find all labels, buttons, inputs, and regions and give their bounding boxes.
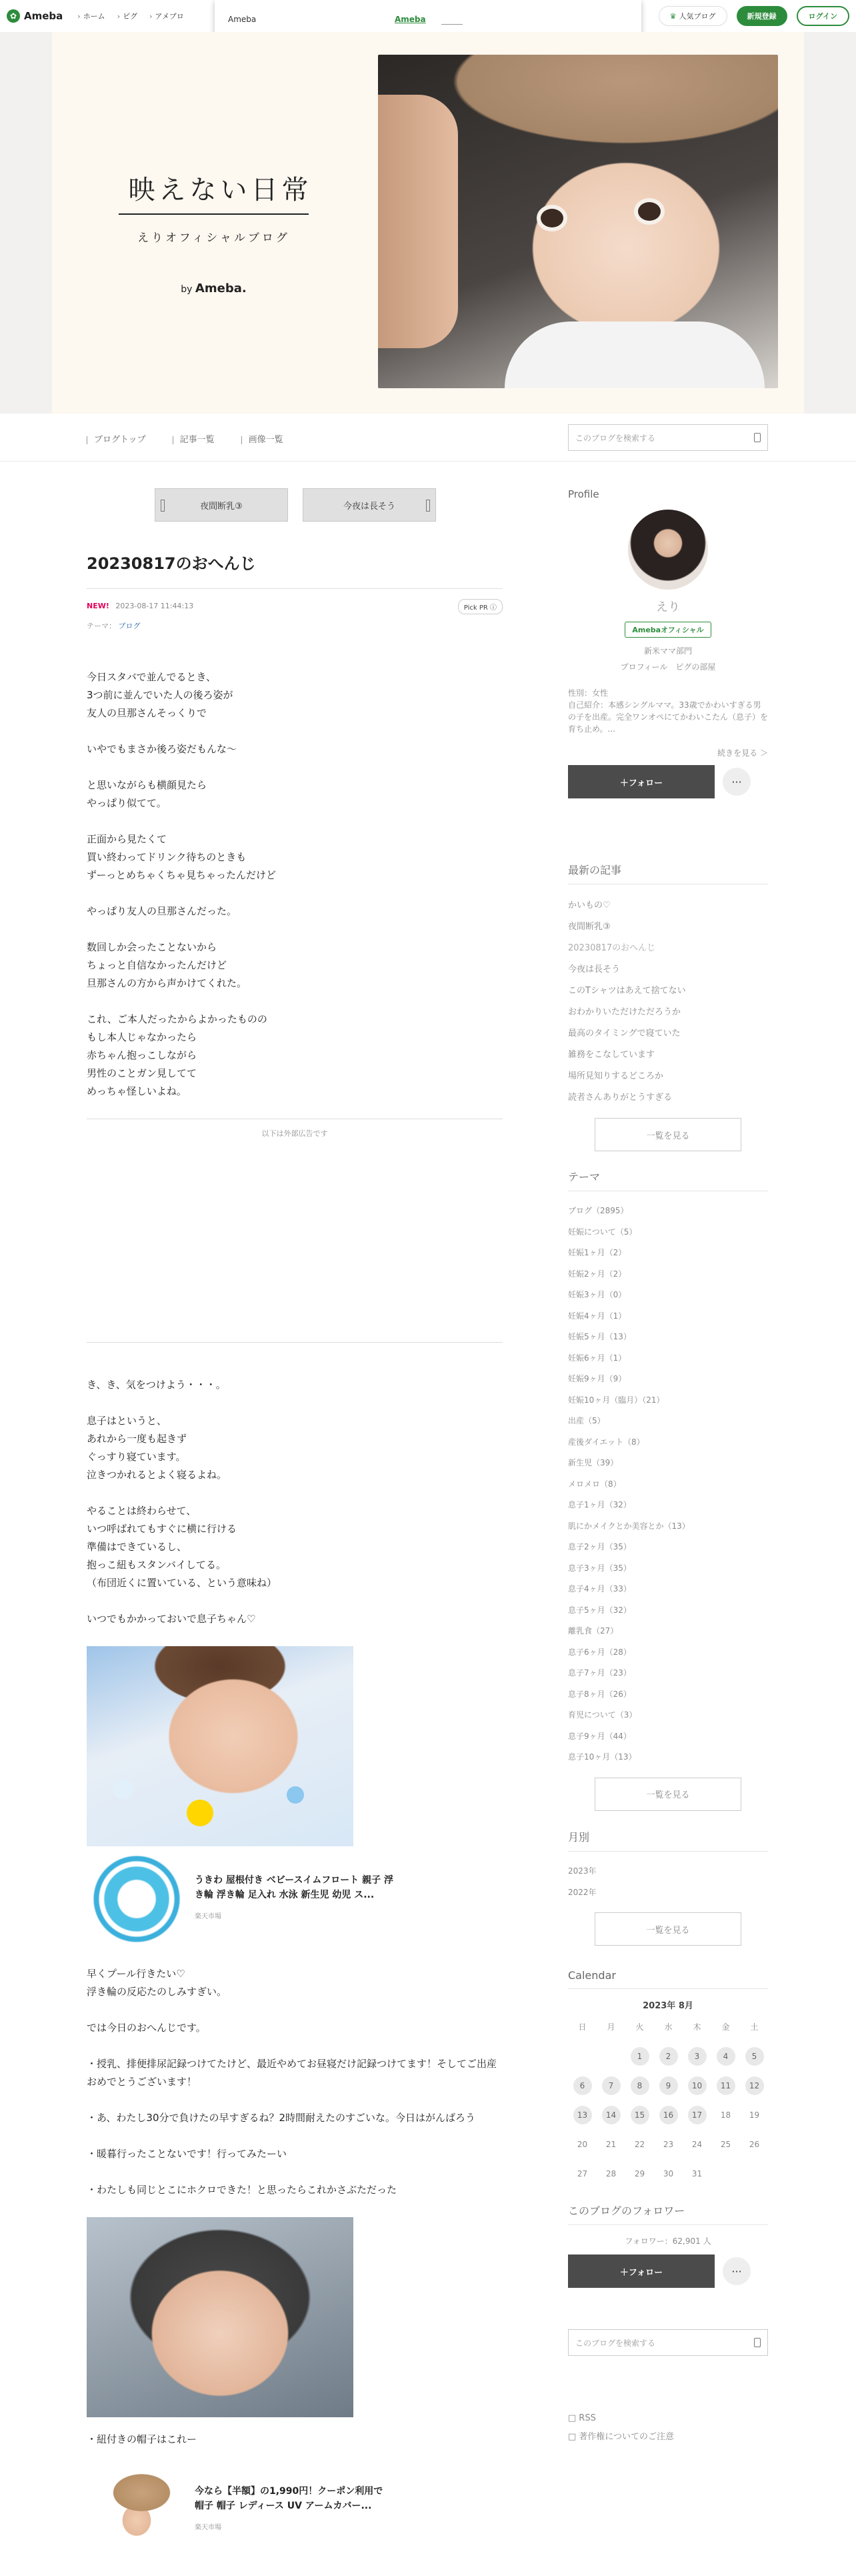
body-paragraph: ・暖暮行ったことないです！行ってみたーい xyxy=(87,2148,287,2160)
ameba-logo[interactable] xyxy=(7,9,63,23)
month-heading: 月別 xyxy=(568,1829,768,1852)
entry-title[interactable]: 20230817のおへんじ xyxy=(87,550,503,589)
body-paragraph: 今日スタバで並んでるとき、 3つ前に並んでいた人の後ろ姿が 友人の旦那さんそっくりで xyxy=(87,671,233,719)
search-icon[interactable] xyxy=(754,433,761,442)
nav-ameblo[interactable]: › アメブロ xyxy=(149,11,184,21)
calendar-day-number: 22 xyxy=(634,2140,645,2149)
calendar-day-number: 3 xyxy=(688,2047,707,2066)
hero-eye-left xyxy=(537,205,567,231)
calendar-day xyxy=(568,2135,597,2154)
body-paragraph: これ、ご本人だったからよかったものの もし本人じゃなかったら 赤ちゃん抱っこしながら 男性のことガン見してて めっちゃ怪しいよね。 xyxy=(87,1013,267,1097)
entry-datetime: 2023-08-17 11:44:13 xyxy=(115,602,194,610)
product-shop-1: 楽天市場 xyxy=(195,1912,221,1920)
theme-item[interactable]: 肌にかメイクとか美容とか（13） xyxy=(568,1521,690,1531)
bottom-links xyxy=(568,2409,768,2447)
theme-item[interactable]: 妊娠2ヶ月（2） xyxy=(568,1269,627,1279)
baby-photo-2[interactable] xyxy=(87,2217,353,2417)
calendar-day[interactable] xyxy=(683,2106,711,2124)
calendar-day-number: 28 xyxy=(605,2169,617,2178)
calendar-day-number: 1 xyxy=(631,2047,649,2066)
ad-label: 以下は外部広告です xyxy=(87,1119,503,1143)
calendar-day xyxy=(683,2164,711,2183)
body-section-3 xyxy=(87,1965,503,2199)
theme-item[interactable]: 息子9ヶ月（44） xyxy=(568,1731,631,1741)
calendar-day xyxy=(683,2135,711,2154)
calendar-day[interactable] xyxy=(683,2047,711,2066)
calendar-day-number: 2 xyxy=(659,2047,678,2066)
calendar-title xyxy=(568,1998,768,2011)
calendar-day-number: 9 xyxy=(659,2076,678,2095)
theme-item[interactable]: 息子2ヶ月（35） xyxy=(568,1542,631,1551)
theme-item[interactable]: 息子1ヶ月（32） xyxy=(568,1500,631,1509)
calendar-day[interactable] xyxy=(711,2047,740,2066)
subnav-blog-top[interactable]: ブログトップ xyxy=(87,432,146,445)
profile-name[interactable]: えり xyxy=(656,600,680,614)
popup-link[interactable]: Ameba xyxy=(395,15,426,24)
calendar-day-number: 11 xyxy=(717,2076,735,2095)
theme-item[interactable]: 妊娠4ヶ月（1） xyxy=(568,1311,627,1321)
theme-item[interactable]: 息子10ヶ月（13） xyxy=(568,1752,637,1762)
calendar-day-number: 20 xyxy=(577,2140,588,2149)
popup-title: Ameba xyxy=(228,15,257,24)
entry-theme xyxy=(87,620,141,631)
blog-subtitle: えりオフィシャルブログ xyxy=(137,231,290,245)
theme-item[interactable]: 息子6ヶ月（28） xyxy=(568,1647,631,1657)
blog-search-input[interactable] xyxy=(568,424,768,451)
body-paragraph: では今日のおへんじです。 xyxy=(87,2022,206,2034)
calendar-grid xyxy=(568,2018,768,2183)
theme-item[interactable]: 妊娠6ヶ月（1） xyxy=(568,1353,627,1363)
calendar-weekday: 水 xyxy=(664,2022,673,2032)
calendar-day-number: 27 xyxy=(577,2169,588,2178)
theme-item[interactable]: 息子7ヶ月（23） xyxy=(568,1668,631,1678)
popular-blog-label: 人気ブログ xyxy=(679,12,716,21)
pick-pr-button[interactable]: Pick PR ⓘ xyxy=(458,599,503,614)
product-info-1 xyxy=(195,1873,395,1926)
hero-eye-right xyxy=(634,198,665,225)
body-section-2 xyxy=(87,1376,503,1628)
theme-item[interactable]: 息子8ヶ月（26） xyxy=(568,1689,631,1699)
theme-item[interactable]: メロメロ（8） xyxy=(568,1479,621,1489)
copyright-link[interactable]: □ 著作権についてのご注意 xyxy=(568,2432,674,2442)
body-paragraph: と思いながらも横顔見たら やっぱり似てて。 xyxy=(87,779,207,809)
calendar-day-number: 21 xyxy=(605,2140,617,2149)
calendar-weekday: 金 xyxy=(721,2022,730,2032)
more-options-icon[interactable]: ··· xyxy=(723,768,751,796)
baby-photo-1[interactable] xyxy=(87,1646,353,1846)
body-section-1 xyxy=(87,668,503,1101)
calendar-day-number: 14 xyxy=(602,2106,621,2124)
title-divider xyxy=(119,213,309,215)
calendar-day-number: 30 xyxy=(663,2169,674,2178)
recent-item[interactable]: おわかりいただけただろうか xyxy=(568,1007,681,1017)
header-actions xyxy=(659,6,849,26)
theme-item[interactable]: ブログ（2895） xyxy=(568,1206,629,1215)
calendar-weekday: 木 xyxy=(693,2022,701,2032)
hero-photo xyxy=(378,55,778,388)
month-more-button[interactable]: 一覧を見る xyxy=(595,1912,741,1946)
theme-label: テーマ： xyxy=(87,622,116,630)
calendar-day xyxy=(711,2106,740,2124)
photo-dot xyxy=(287,1786,304,1804)
recent-item[interactable]: 読者さんありがとうすぎる xyxy=(568,1093,673,1103)
theme-item[interactable]: 育児について（3） xyxy=(568,1710,637,1720)
calendar-day-number: 29 xyxy=(634,2169,645,2178)
photo-dot xyxy=(187,1800,213,1826)
calendar-day-number: 4 xyxy=(717,2047,735,2066)
theme-item[interactable]: 妊娠5ヶ月（13） xyxy=(568,1332,631,1341)
follow-row-2 xyxy=(568,2255,768,2288)
body-paragraph: やることは終わらせて、 いつ呼ばれてもすぐに横に行ける 準備はできているし、 抱っこ紐もスタンバイしてる。 （布団近くに置いている、という意味ね） xyxy=(87,1505,277,1589)
calendar-day xyxy=(597,2164,625,2183)
calendar-day[interactable] xyxy=(568,2106,597,2124)
body-paragraph: やっぱり友人の旦那さんだった。 xyxy=(87,905,237,917)
calendar-weekday: 日 xyxy=(578,2022,587,2032)
theme-item[interactable]: 息子3ヶ月（35） xyxy=(568,1563,631,1573)
chevron-right-icon xyxy=(426,500,430,512)
calendar-weekday: 火 xyxy=(635,2022,644,2032)
body-paragraph: 早くプール行きたい♡ 浮き輪の反応たのしみすぎい。 xyxy=(87,1968,227,1998)
login-button[interactable]: ログイン xyxy=(797,6,849,26)
calendar-day-number: 8 xyxy=(631,2076,649,2095)
calendar-day-number: 26 xyxy=(749,2140,760,2149)
theme-item[interactable]: 息子5ヶ月（32） xyxy=(568,1605,631,1615)
hat-thumbnail xyxy=(87,2467,187,2553)
popular-blog-button[interactable] xyxy=(659,6,727,26)
calendar-weekday: 月 xyxy=(607,2022,615,2032)
theme-item[interactable]: 妊娠3ヶ月（0） xyxy=(568,1290,627,1299)
calendar-day-number: 15 xyxy=(631,2106,649,2124)
follow-row xyxy=(568,765,768,798)
theme-item[interactable]: 新生児（39） xyxy=(568,1458,619,1467)
theme-heading: テーマ xyxy=(568,1169,768,1191)
prev-entry-button[interactable] xyxy=(155,488,288,522)
calendar-month: 2023年 8月 xyxy=(643,2001,693,2011)
body-paragraph: ・紐付きの帽子はこれー xyxy=(87,2433,197,2445)
sidebar-search-input[interactable] xyxy=(568,2329,768,2356)
calendar-day-number: 7 xyxy=(602,2076,621,2095)
entry-meta xyxy=(87,602,193,610)
calendar-day[interactable] xyxy=(654,2047,683,2066)
body-section-4 xyxy=(87,2431,503,2449)
body-paragraph: 数回しか会ったことないから ちょっと自信なかったんだけど 旦那さんの方から声かけてくれた。 xyxy=(87,941,247,989)
calendar-day-number: 16 xyxy=(659,2106,678,2124)
profile-category: 新米ママ部門 xyxy=(643,646,692,656)
frog-icon: ✿ xyxy=(7,9,20,23)
avatar[interactable] xyxy=(628,510,708,590)
profile-text: 性別：女性 自己紹介：本感シングルママ。33歳でかわいすぎる男の子を出産。完全ワンオペにてかわいこたん（息子）を育ち止め。... xyxy=(568,688,769,734)
calendar-day xyxy=(740,2106,769,2124)
recent-item[interactable]: 夜間断乳③ xyxy=(568,922,611,932)
calendar-day[interactable] xyxy=(568,2076,597,2095)
official-badge: Amebaオフィシャル xyxy=(625,622,711,638)
calendar-weekday: 土 xyxy=(750,2022,759,2032)
calendar-day[interactable] xyxy=(625,2047,654,2066)
body-paragraph: ・わたしも同じとこにホクロできた！と思ったらこれかさぶただった xyxy=(87,2184,397,2196)
header-banner[interactable] xyxy=(52,32,804,414)
nav-home[interactable]: › ホーム xyxy=(77,11,105,21)
hero-shirt xyxy=(505,321,765,388)
subnav-entry-list[interactable]: 記事一覧 xyxy=(173,432,215,445)
theme-link[interactable]: ブログ xyxy=(118,622,141,630)
hero-hand xyxy=(378,95,458,348)
follow-button[interactable]: ＋フォロー xyxy=(568,765,715,798)
calendar-day-number: 25 xyxy=(720,2140,731,2149)
body-paragraph: いやでもまさか後ろ姿だもんな〜 xyxy=(87,743,237,755)
product-name-1[interactable]: うきわ 屋根付き ベビースイムフロート 親子 浮き輪 浮き輪 足入れ 水泳 新生児 幼児 ス... xyxy=(195,1874,393,1900)
month-list xyxy=(568,1861,768,1903)
subnav-image-list[interactable]: 画像一覧 xyxy=(241,432,283,445)
calendar-day[interactable] xyxy=(625,2076,654,2095)
calendar-day[interactable] xyxy=(711,2076,740,2095)
body-paragraph: いつでもかかっておいで息子ちゃん♡ xyxy=(87,1613,256,1625)
theme-item[interactable]: 妊娠について（5） xyxy=(568,1227,637,1237)
recent-more-button[interactable]: 一覧を見る xyxy=(595,1118,741,1151)
calendar-day xyxy=(711,2135,740,2154)
calendar-day[interactable] xyxy=(625,2106,654,2124)
calendar-day xyxy=(654,2135,683,2154)
product-card-2[interactable] xyxy=(87,2467,503,2553)
calendar-day xyxy=(740,2135,769,2154)
product-info-2 xyxy=(195,2484,395,2537)
theme-item[interactable]: 離乳食（27） xyxy=(568,1626,619,1636)
body-paragraph: 正面から見たくて 買い終わってドリンク待ちのときも ずーっとめちゃくちゃ見ちゃったんだけど xyxy=(87,833,276,881)
followers-heading: このブログのフォロワー xyxy=(568,2202,768,2225)
sidebar-search-placeholder: このブログを検索する xyxy=(575,2339,656,2348)
ad-space xyxy=(87,1143,503,1343)
calendar-day-number: 17 xyxy=(688,2106,707,2124)
global-nav xyxy=(77,11,184,21)
prev-entry-label: 夜間断乳③ xyxy=(200,501,243,512)
theme-item[interactable]: 息子4ヶ月（33） xyxy=(568,1584,631,1593)
calendar-day-number: 12 xyxy=(745,2076,764,2095)
entry-body xyxy=(87,668,503,2576)
register-button[interactable]: 新規登録 xyxy=(737,6,787,26)
followers-count: フォロワー：62,901 人 xyxy=(625,2236,711,2246)
profile-heading: Profile xyxy=(568,488,599,500)
rss-link[interactable]: □ RSS xyxy=(568,2413,596,2423)
calendar-day-number: 23 xyxy=(663,2140,674,2149)
body-paragraph: ・授乳、排便排尿記録つけてたけど、最近やめてお昼寝だけ記録つけてます！そしてご出産おめでとうございます！ xyxy=(87,2058,497,2088)
calendar-day xyxy=(568,2164,597,2183)
calendar-day-number: 10 xyxy=(688,2076,707,2095)
product-shop-2: 楽天市場 xyxy=(195,2523,221,2531)
body-paragraph: き、き、気をつけよう・・・。 xyxy=(87,1379,226,1391)
by-ameba xyxy=(119,281,309,295)
next-entry-label: 今夜は長そう xyxy=(343,501,395,512)
profile-more-link[interactable]: 続きを見る ＞ xyxy=(717,748,768,758)
recent-item[interactable]: 20230817のおへんじ xyxy=(568,943,656,953)
blog-title: 映えない日常 xyxy=(128,175,313,205)
product-name-2[interactable]: 今なら【半額】の1,990円！クーポン利用で 帽子 帽子 レディース UV アームカバー... xyxy=(195,2485,383,2511)
calendar-blank xyxy=(597,2047,625,2066)
search-icon[interactable] xyxy=(754,2338,761,2347)
theme-item[interactable]: 妊娠1ヶ月（2） xyxy=(568,1248,627,1257)
calendar-day[interactable] xyxy=(740,2047,769,2066)
theme-item[interactable]: 妊娠10ヶ月（臨月）（21） xyxy=(568,1395,665,1405)
product-card-1[interactable] xyxy=(87,1856,503,1942)
month-item[interactable]: 2023年 xyxy=(568,1866,597,1876)
calendar-day-number: 5 xyxy=(745,2047,764,2066)
ameba-brand: Ameba. xyxy=(195,281,247,295)
profile-links[interactable]: プロフィール ピグの部屋 xyxy=(620,662,716,672)
calendar-heading: Calendar xyxy=(568,1969,768,1989)
chevron-left-icon xyxy=(161,500,165,512)
calendar-day-number: 24 xyxy=(691,2140,703,2149)
calendar-day-number: 18 xyxy=(720,2110,731,2120)
recent-heading: 最新の記事 xyxy=(568,862,768,884)
calendar-day-number: 19 xyxy=(749,2110,760,2120)
calendar-day xyxy=(625,2135,654,2154)
subnav-links xyxy=(87,432,283,445)
blog-header xyxy=(0,32,856,414)
nav-pigg[interactable]: › ピグ xyxy=(117,11,137,21)
theme-list xyxy=(568,1201,768,1768)
calendar-blank xyxy=(568,2047,597,2066)
popup-divider xyxy=(441,24,463,25)
theme-item[interactable]: 出産（5） xyxy=(568,1416,605,1425)
calendar-day-number: 31 xyxy=(691,2169,703,2178)
calendar-day[interactable] xyxy=(654,2076,683,2095)
calendar-day xyxy=(597,2135,625,2154)
calendar-day xyxy=(654,2164,683,2183)
logo-text: Ameba xyxy=(24,10,63,22)
calendar-day-number: 6 xyxy=(573,2076,592,2095)
calendar-day[interactable] xyxy=(597,2106,625,2124)
body-paragraph: ・あ、わたし30分で負けたの早すぎるね？2時間耐えたのすごいな。今日はがんばろう xyxy=(87,2112,476,2124)
next-entry-button[interactable] xyxy=(303,488,436,522)
crown-icon: ♛ xyxy=(669,11,677,21)
calendar-day-number: 13 xyxy=(573,2106,592,2124)
recent-item[interactable]: 場所見知りするどころか xyxy=(568,1071,664,1081)
month-item[interactable]: 2022年 xyxy=(568,1887,597,1897)
more-options-icon-2[interactable]: ··· xyxy=(723,2257,751,2285)
recent-item[interactable]: 今夜は長そう xyxy=(568,964,621,975)
calendar-day xyxy=(625,2164,654,2183)
follow-button-2[interactable]: ＋フォロー xyxy=(568,2255,715,2288)
calendar-day[interactable] xyxy=(740,2076,769,2095)
calendar-day[interactable] xyxy=(683,2076,711,2095)
recent-item[interactable]: 雑務をこなしています xyxy=(568,1050,655,1060)
new-badge: NEW! xyxy=(87,602,109,610)
recent-item[interactable]: 最高のタイミングで寝ていた xyxy=(568,1029,681,1039)
recent-item[interactable]: このTシャツはあえて捨てない xyxy=(568,986,686,996)
recent-item[interactable]: かいもの♡ xyxy=(568,900,611,910)
entry-pager xyxy=(155,488,436,522)
calendar-day[interactable] xyxy=(597,2076,625,2095)
recent-list xyxy=(568,895,768,1109)
float-ring-thumbnail xyxy=(87,1856,187,1942)
theme-item[interactable]: 妊娠9ヶ月（9） xyxy=(568,1374,627,1383)
by-label: by xyxy=(181,284,193,295)
body-paragraph: 息子はというと、 あれから一度も起きず ぐっすり寝ています。 泣きつかれるとよく寝るよね。 xyxy=(87,1415,227,1481)
calendar-day[interactable] xyxy=(654,2106,683,2124)
search-placeholder: このブログを検索する xyxy=(575,434,656,443)
photo-dot xyxy=(113,1780,133,1800)
theme-more-button[interactable]: 一覧を見る xyxy=(595,1778,741,1811)
theme-item[interactable]: 産後ダイエット（8） xyxy=(568,1437,645,1447)
